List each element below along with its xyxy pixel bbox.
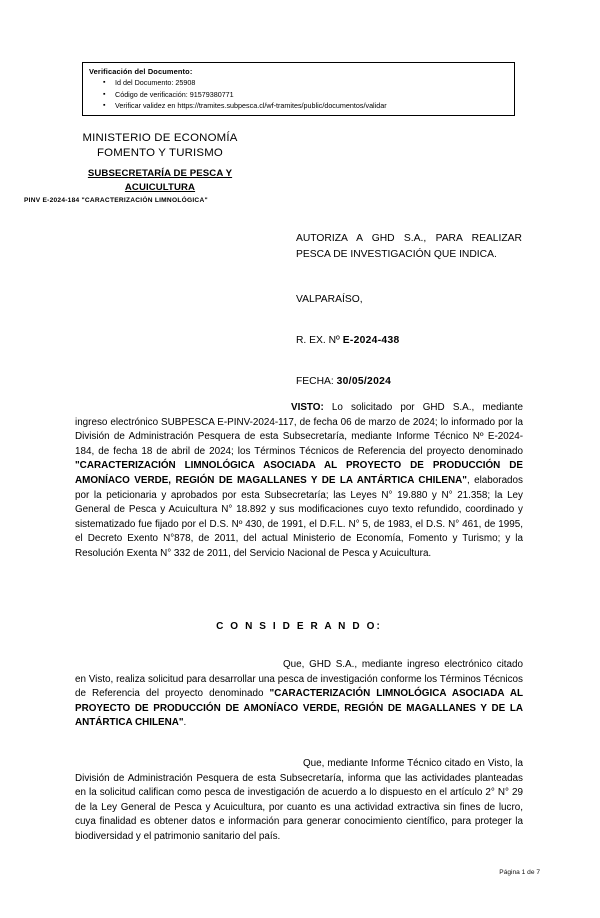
verification-item-url[interactable] xyxy=(89,100,514,112)
bullet-icon: ▪ xyxy=(103,79,106,86)
verification-item-text: Código de verificación: 91579380771 xyxy=(115,89,234,99)
resolution-number-row xyxy=(296,333,522,349)
subsecretaria-line-2: ACUICULTURA xyxy=(124,182,196,193)
subsecretaria-block xyxy=(42,167,278,195)
project-reference-line: PINV E-2024-184 "CARACTERIZACIÓN LIMNOLÓGICA" xyxy=(24,197,208,204)
subsecretaria-line-1: SUBSECRETARÍA DE PESCA Y xyxy=(87,168,233,179)
bullet-icon: ▪ xyxy=(103,102,106,109)
verification-item-id xyxy=(89,77,514,89)
verification-item-code xyxy=(89,89,514,101)
considerando-1-text-part-1: Que, GHD S.A., mediante ingreso electrónico citado en Visto, realiza solicitud para desarrollar una pesca de investigación conforme los Términos Técnicos de Referencia del proyecto denominado xyxy=(75,659,523,700)
resolution-date-value: 30/05/2024 xyxy=(336,375,392,387)
ministry-line-2: FOMENTO Y TURISMO xyxy=(97,147,223,159)
ministry-line-1: MINISTERIO DE ECONOMÍA xyxy=(82,132,238,144)
considerando-item-1 xyxy=(75,658,523,731)
resolution-date-row xyxy=(296,374,522,390)
resolution-date-label: FECHA: xyxy=(296,375,337,387)
verification-item-text: Id del Documento: 25908 xyxy=(115,78,196,87)
considerando-1-project-title: "CARACTERIZACIÓN LIMNOLÓGICA ASOCIADA AL PROYECTO DE PRODUCCIÓN DE AMONÍACO VERDE, REGIÓN DE MAGALLANES Y DE LA ANTÁRTICA CHILENA" xyxy=(75,688,523,729)
considerando-2-text: Que, mediante Informe Técnico citado en Visto, la División de Administración Pesquera de esta Subsecretaría, informa que las actividades planteadas en la solicitud califican como pesca de investigación de acuerdo a lo dispuesto en el artículo 2° N° 29 de la Ley General de Pesca y Acuicultura, por cuanto es una actividad extractiva sin fines de lucro, cuya finalidad es obtener datos e información para generar conocimiento científico, para proteger la biodiversidad y el patrimonio sanitario del país. xyxy=(75,758,523,842)
visto-text-part-2: , elaborados por la peticionaria y aprobados por esta Subsecretaría; las Leyes N° 19.880 y N° 21.358; la Ley General de Pesca y Acuicultura N° 18.892 y sus modificaciones cuyo texto refundido, coordinado y sistematizado fue fijado por el D.S. Nº 430, de 1991, el D.F.L. N° 5, de 1983, el D.S. N° 461, de 1995, el Decreto Exento N°878, de 2011, del actual Ministerio de Economía, Fomento y Turismo; y la Resolución Exenta N° 332 de 2011, del Servicio Nacional de Pesca y Acuicultura. xyxy=(75,474,523,559)
bullet-icon: ▪ xyxy=(103,90,106,98)
page-footer: Página 1 de 7 xyxy=(499,869,540,876)
resolution-number-value: E-2024-438 xyxy=(342,334,400,346)
verification-title: Verificación del Documento: xyxy=(89,67,193,76)
visto-text-part-1: Lo solicitado por GHD S.A., mediante ingreso electrónico SUBPESCA E-PINV-2024-117, de fecha 06 de marzo de 2024; lo informado por la División de Administración Pesquera de esta Subsecretaría, mediante Informe Técnico Nº E-2024-184, de fecha 18 de abril de 2024; los Términos Técnicos de Referencia del proyecto denominado xyxy=(75,402,523,457)
resolution-subject: AUTORIZA A GHD S.A., PARA REALIZAR PESCA DE INVESTIGACIÓN QUE INDICA. xyxy=(296,233,522,261)
letterhead xyxy=(42,131,278,195)
visto-project-title: "CARACTERIZACIÓN LIMNOLÓGICA ASOCIADA AL PROYECTO DE PRODUCCIÓN DE AMONÍACO VERDE, REGIÓN DE MAGALLANES Y DE LA ANTÁRTICA CHILENA" xyxy=(75,460,523,486)
considerando-heading: C O N S I D E R A N D O: xyxy=(216,621,382,632)
verification-box xyxy=(82,62,515,116)
verification-list xyxy=(89,77,514,112)
considerando-1-text-part-2: . xyxy=(183,717,187,729)
resolution-number-label: R. EX. Nº xyxy=(296,334,343,346)
verification-item-text[interactable]: Verificar validez en https://tramites.subpesca.cl/wf-tramites/public/documentos/validar xyxy=(115,101,387,110)
resolution-header-block xyxy=(296,231,522,390)
considerando-item-2 xyxy=(75,757,523,845)
visto-heading: VISTO: xyxy=(291,402,324,413)
visto-paragraph xyxy=(75,401,523,562)
resolution-place: VALPARAÍSO, xyxy=(296,293,363,305)
